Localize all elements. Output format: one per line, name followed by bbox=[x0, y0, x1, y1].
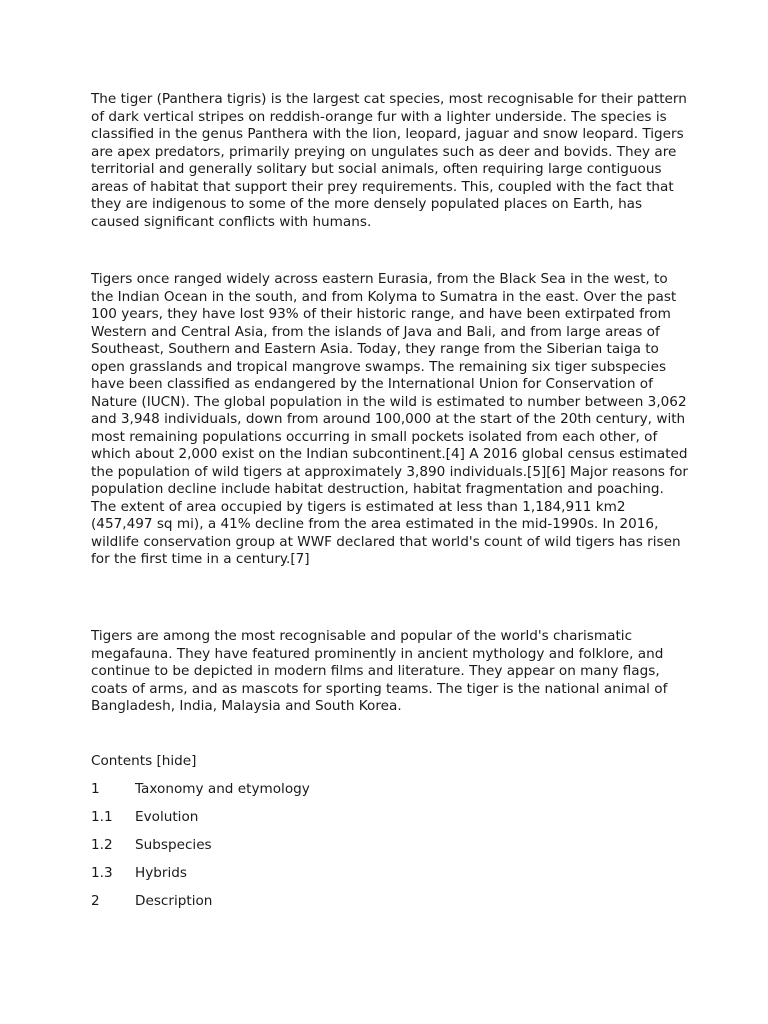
culture-paragraph: Tigers are among the most recognisable and popular of the world's charismatic megafauna. They have featured prominently in ancient mythology and folklore, and continue to be depicted in modern films and literature. They appear on many flags, coats of arms, and as mascots for sporting teams. The tiger is the national animal of Bangladesh, India, Malaysia and South Korea. bbox=[91, 628, 668, 714]
toc-item-evolution[interactable] bbox=[91, 809, 691, 837]
toc-item-hybrids[interactable] bbox=[91, 865, 691, 893]
toc-number: 1.2 bbox=[91, 837, 113, 853]
toc-label: Subspecies bbox=[135, 837, 212, 853]
intro-paragraph: The tiger (Panthera tigris) is the largest cat species, most recognisable for their pattern of dark vertical stripes on reddish-orange fur with a lighter underside. The species is classified in the genus Panthera with the lion, leopard, jaguar and snow leopard. Tigers are apex predators, primarily preying on ungulates such as deer and bovids. They are territorial and generally solitary but social animals, often requiring large contiguous areas of habitat that support their prey requirements. This, coupled with the fact that they are indigenous to some of the more densely populated places on Earth, has caused significant conflicts with humans. bbox=[91, 91, 687, 230]
toc-number: 1 bbox=[91, 781, 100, 797]
toc-item-description[interactable] bbox=[91, 893, 691, 921]
toc-label: Description bbox=[135, 893, 213, 909]
toc-label: Evolution bbox=[135, 809, 199, 825]
toc-label: Hybrids bbox=[135, 865, 187, 881]
toc-item-subspecies[interactable] bbox=[91, 837, 691, 865]
table-of-contents bbox=[91, 781, 691, 921]
contents-title: Contents [hide] bbox=[91, 753, 197, 769]
toc-number: 2 bbox=[91, 893, 100, 909]
toc-label: Taxonomy and etymology bbox=[135, 781, 310, 797]
toc-number: 1.1 bbox=[91, 809, 113, 825]
toc-number: 1.3 bbox=[91, 865, 113, 881]
toc-item-taxonomy[interactable] bbox=[91, 781, 691, 809]
range-paragraph: Tigers once ranged widely across eastern Eurasia, from the Black Sea in the west, to the Indian Ocean in the south, and from Kolyma to Sumatra in the east. Over the past 100 years, they have lost 93% of their historic range, and have been extirpated from Western and Central Asia, from the islands of Java and Bali, and from large areas of Southeast, Southern and Eastern Asia. Today, they range from the Siberian taiga to open grasslands and tropical mangrove swamps. The remaining six tiger subspecies have been classified as endangered by the International Union for Conservation of Nature (IUCN). The global population in the wild is estimated to number between 3,062 and 3,948 individuals, down from around 100,000 at the start of the 20th century, with most remaining populations occurring in small pockets isolated from each other, of which about 2,000 exist on the Indian subcontinent.[4] A 2016 global census estimated the population of wild tigers at approximately 3,890 individuals.[5][6] Major reasons for population decline include habitat destruction, habitat fragmentation and poaching. The extent of area occupied by tigers is estimated at less than 1,184,911 km2 (457,497 sq mi), a 41% decline from the area estimated in the mid-1990s. In 2016, wildlife conservation group at WWF declared that world's count of wild tigers has risen for the first time in a century.[7] bbox=[91, 271, 689, 567]
